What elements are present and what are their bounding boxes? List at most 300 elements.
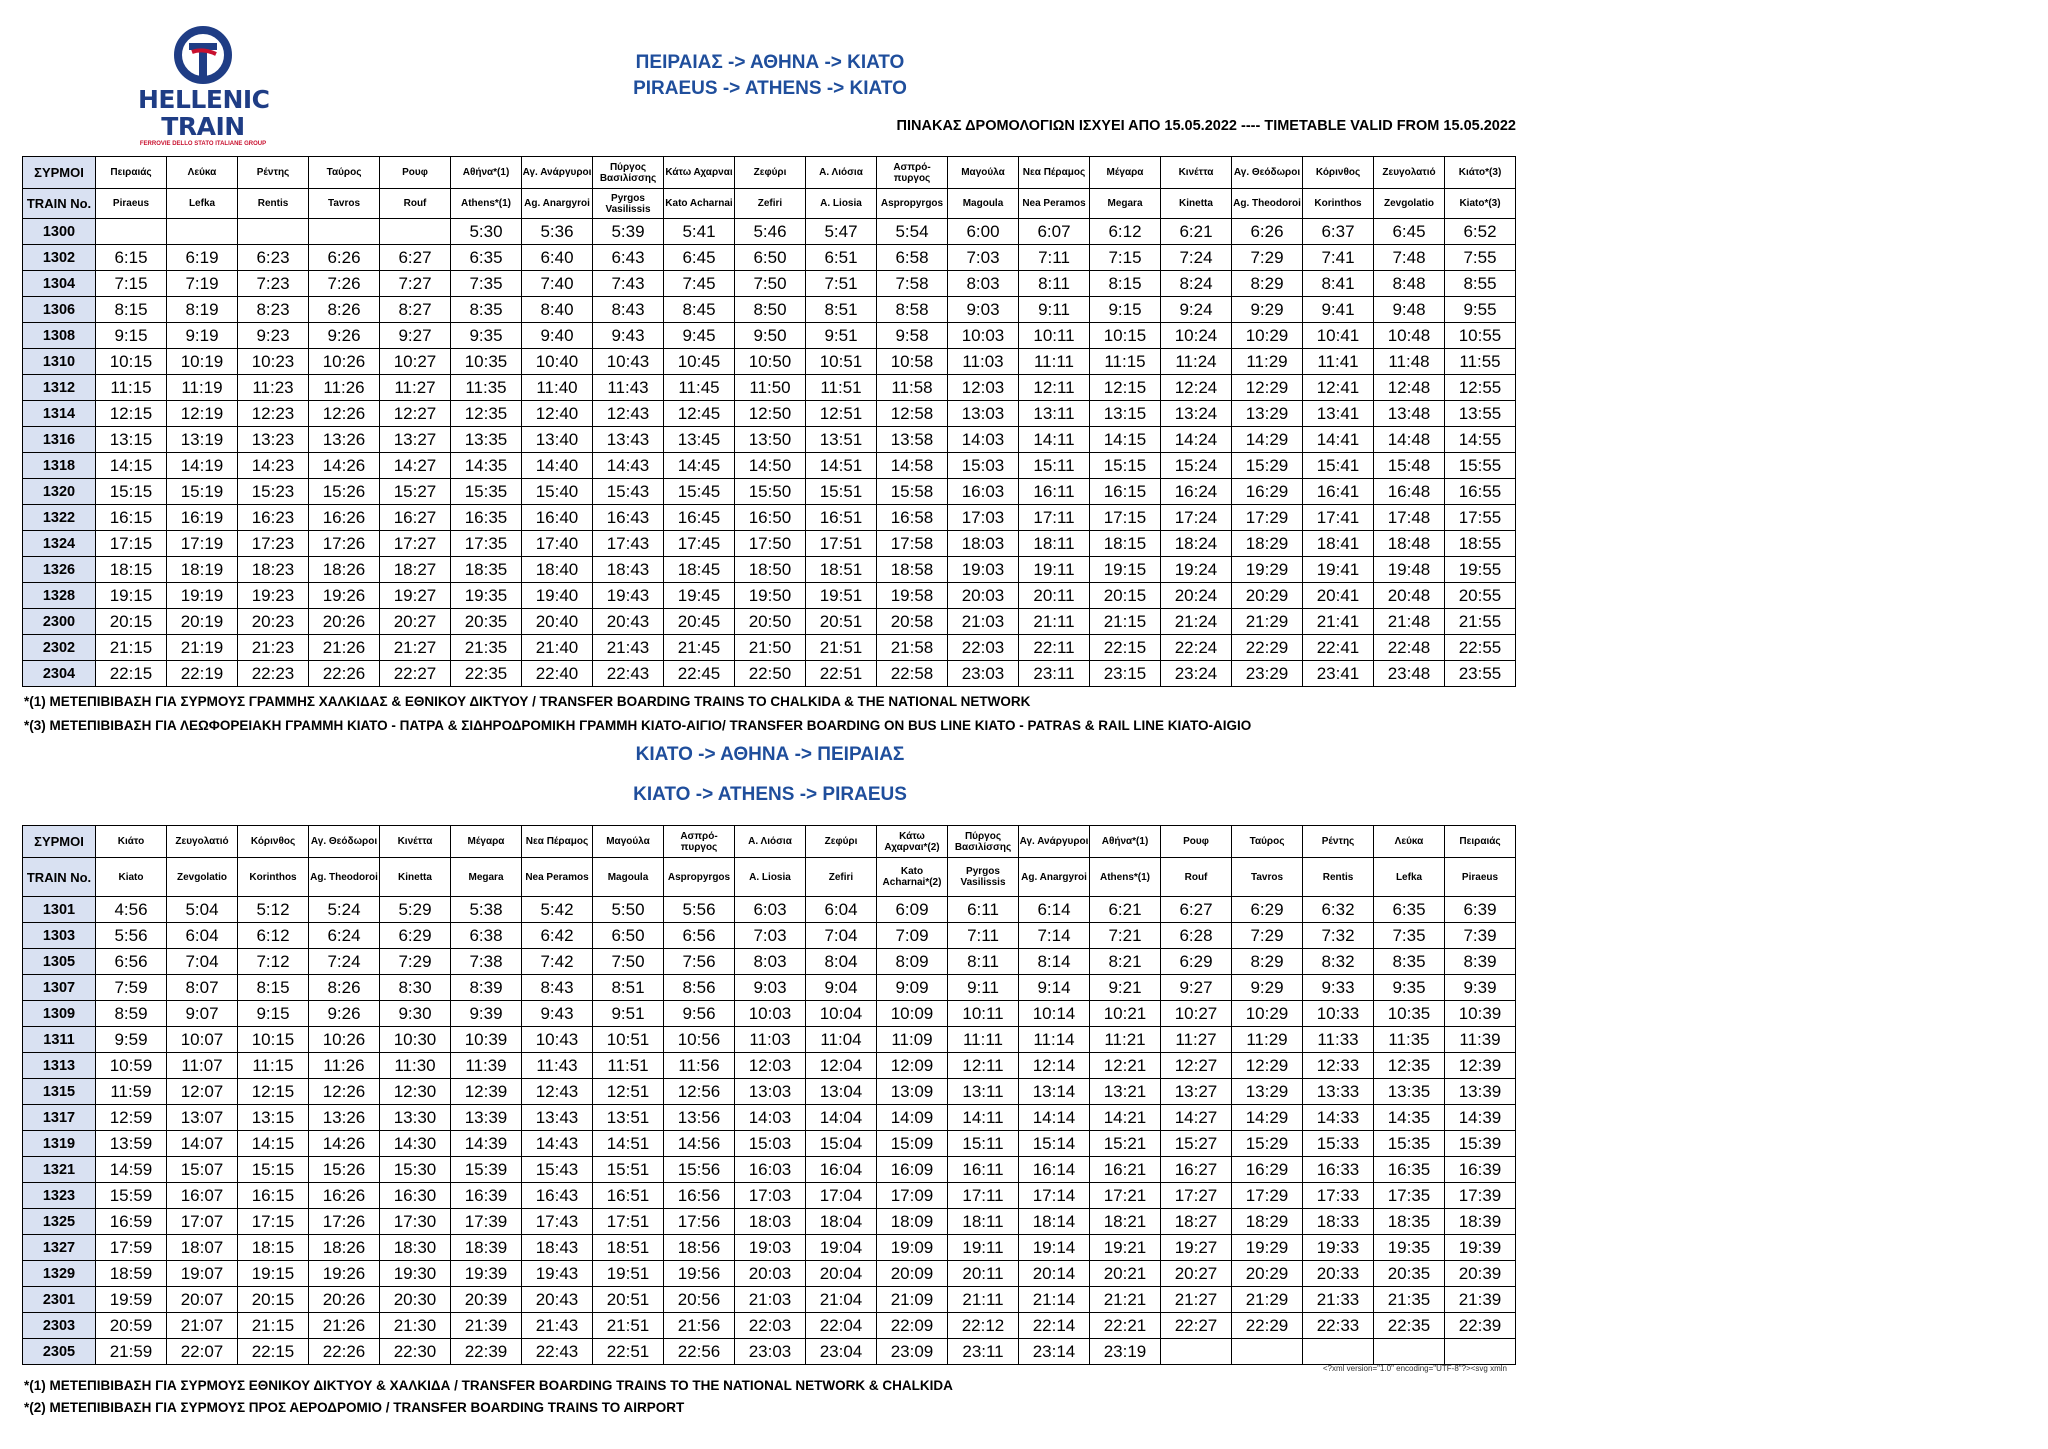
train-number-cell: 1329 [23, 1261, 96, 1287]
station-header-greek: Κινέττα [380, 826, 451, 858]
table-row [23, 453, 1516, 479]
time-cell: 16:24 [1161, 479, 1232, 505]
time-cell: 18:58 [877, 557, 948, 583]
time-cell: 17:41 [1303, 505, 1374, 531]
time-cell: 18:39 [451, 1235, 522, 1261]
time-cell: 18:29 [1232, 1209, 1303, 1235]
time-cell: 19:51 [593, 1261, 664, 1287]
time-cell: 23:04 [806, 1339, 877, 1365]
train-number-cell: 1305 [23, 949, 96, 975]
station-header-greek: Ζεφύρι [735, 157, 806, 189]
time-cell: 8:04 [806, 949, 877, 975]
time-cell: 15:27 [380, 479, 451, 505]
time-cell: 8:14 [1019, 949, 1090, 975]
time-cell: 16:55 [1445, 479, 1516, 505]
train-number-cell: 2300 [23, 609, 96, 635]
time-cell: 15:59 [96, 1183, 167, 1209]
time-cell: 9:24 [1161, 297, 1232, 323]
time-cell: 8:58 [877, 297, 948, 323]
time-cell: 23:03 [948, 661, 1019, 687]
time-cell [1232, 1339, 1303, 1365]
time-cell: 21:59 [96, 1339, 167, 1365]
time-cell: 19:26 [309, 1261, 380, 1287]
time-cell: 5:56 [664, 897, 735, 923]
time-cell: 8:11 [948, 949, 1019, 975]
table-row [23, 1313, 1516, 1339]
time-cell: 21:27 [380, 635, 451, 661]
time-cell: 5:39 [593, 219, 664, 245]
time-cell: 16:39 [451, 1183, 522, 1209]
time-cell: 6:40 [522, 245, 593, 271]
time-cell: 21:35 [1374, 1287, 1445, 1313]
time-cell: 18:59 [96, 1261, 167, 1287]
time-cell: 8:45 [664, 297, 735, 323]
time-cell: 22:27 [1161, 1313, 1232, 1339]
station-header-english: Korinthos [238, 858, 309, 897]
time-cell: 17:26 [309, 531, 380, 557]
time-cell: 9:48 [1374, 297, 1445, 323]
time-cell: 19:26 [309, 583, 380, 609]
table-row [23, 1157, 1516, 1183]
time-cell: 18:03 [948, 531, 1019, 557]
time-cell: 11:15 [96, 375, 167, 401]
logo-line-2: TRAIN [161, 112, 245, 141]
table-row [23, 1079, 1516, 1105]
train-number-cell: 1304 [23, 271, 96, 297]
time-cell: 12:23 [238, 401, 309, 427]
time-cell: 16:15 [96, 505, 167, 531]
time-cell: 14:27 [1161, 1105, 1232, 1131]
time-cell: 21:39 [451, 1313, 522, 1339]
table-row [23, 375, 1516, 401]
time-cell: 10:07 [167, 1027, 238, 1053]
time-cell: 14:27 [380, 453, 451, 479]
time-cell: 11:19 [167, 375, 238, 401]
time-cell: 16:11 [1019, 479, 1090, 505]
time-cell: 21:03 [948, 609, 1019, 635]
station-header-english: Tavros [309, 189, 380, 219]
time-cell: 11:07 [167, 1053, 238, 1079]
time-cell: 7:40 [522, 271, 593, 297]
time-cell: 10:55 [1445, 323, 1516, 349]
time-cell: 7:24 [309, 949, 380, 975]
time-cell: 23:15 [1090, 661, 1161, 687]
time-cell: 9:26 [309, 1001, 380, 1027]
time-cell: 5:38 [451, 897, 522, 923]
time-cell: 20:33 [1303, 1261, 1374, 1287]
time-cell: 17:15 [96, 531, 167, 557]
time-cell: 11:35 [451, 375, 522, 401]
time-cell: 10:04 [806, 1001, 877, 1027]
station-header-greek: Λεύκα [167, 157, 238, 189]
time-cell: 9:50 [735, 323, 806, 349]
table-row [23, 1339, 1516, 1365]
time-cell: 13:39 [451, 1105, 522, 1131]
time-cell: 12:11 [1019, 375, 1090, 401]
time-cell: 23:03 [735, 1339, 806, 1365]
time-cell: 16:58 [877, 505, 948, 531]
time-cell: 15:56 [664, 1157, 735, 1183]
time-cell: 8:51 [593, 975, 664, 1001]
station-header-greek: Μαγούλα [948, 157, 1019, 189]
time-cell: 10:58 [877, 349, 948, 375]
time-cell: 9:09 [877, 975, 948, 1001]
time-cell: 20:30 [380, 1287, 451, 1313]
time-cell: 14:19 [167, 453, 238, 479]
table-row [23, 531, 1516, 557]
time-cell [309, 219, 380, 245]
time-cell: 21:33 [1303, 1287, 1374, 1313]
time-cell: 5:47 [806, 219, 877, 245]
time-cell: 20:03 [735, 1261, 806, 1287]
train-number-cell: 1300 [23, 219, 96, 245]
time-cell: 21:03 [735, 1287, 806, 1313]
train-number-cell: 1313 [23, 1053, 96, 1079]
time-cell: 13:09 [877, 1079, 948, 1105]
time-cell: 21:39 [1445, 1287, 1516, 1313]
time-cell: 12:59 [96, 1105, 167, 1131]
time-cell: 23:11 [1019, 661, 1090, 687]
time-cell: 16:48 [1374, 479, 1445, 505]
time-cell: 18:48 [1374, 531, 1445, 557]
table-row [23, 897, 1516, 923]
time-cell: 18:26 [309, 1235, 380, 1261]
time-cell: 6:52 [1445, 219, 1516, 245]
time-cell: 6:35 [451, 245, 522, 271]
time-cell: 10:11 [948, 1001, 1019, 1027]
header-row-english [23, 189, 1516, 219]
time-cell: 10:15 [1090, 323, 1161, 349]
time-cell: 8:30 [380, 975, 451, 1001]
time-cell: 16:29 [1232, 1157, 1303, 1183]
time-cell: 17:43 [593, 531, 664, 557]
time-cell: 14:43 [522, 1131, 593, 1157]
time-cell: 15:11 [1019, 453, 1090, 479]
time-cell: 19:03 [948, 557, 1019, 583]
time-cell: 17:04 [806, 1183, 877, 1209]
time-cell: 14:29 [1232, 427, 1303, 453]
time-cell: 15:35 [451, 479, 522, 505]
train-number-cell: 1316 [23, 427, 96, 453]
time-cell: 22:55 [1445, 635, 1516, 661]
table-row [23, 923, 1516, 949]
station-header-greek: Κιάτο*(3) [1445, 157, 1516, 189]
time-cell: 20:50 [735, 609, 806, 635]
outbound-title-english: PIRAEUS -> ATHENS -> KIATO [633, 78, 907, 99]
time-cell: 13:59 [96, 1131, 167, 1157]
table-row [23, 1209, 1516, 1235]
time-cell: 14:24 [1161, 427, 1232, 453]
time-cell: 14:39 [451, 1131, 522, 1157]
time-cell: 11:14 [1019, 1027, 1090, 1053]
time-cell: 9:35 [1374, 975, 1445, 1001]
time-cell: 18:41 [1303, 531, 1374, 557]
time-cell: 6:37 [1303, 219, 1374, 245]
time-cell: 16:26 [309, 505, 380, 531]
station-header-english: Korinthos [1303, 189, 1374, 219]
time-cell: 21:23 [238, 635, 309, 661]
time-cell: 9:15 [96, 323, 167, 349]
train-no-column-header: TRAIN No. [23, 189, 96, 219]
time-cell: 16:03 [735, 1157, 806, 1183]
time-cell: 15:51 [593, 1157, 664, 1183]
time-cell: 18:23 [238, 557, 309, 583]
time-cell: 22:30 [380, 1339, 451, 1365]
time-cell: 18:43 [522, 1235, 593, 1261]
time-cell: 6:39 [1445, 897, 1516, 923]
train-number-cell: 1301 [23, 897, 96, 923]
time-cell: 6:21 [1090, 897, 1161, 923]
time-cell: 7:03 [735, 923, 806, 949]
time-cell: 5:36 [522, 219, 593, 245]
time-cell: 15:51 [806, 479, 877, 505]
time-cell: 21:04 [806, 1287, 877, 1313]
time-cell: 5:50 [593, 897, 664, 923]
time-cell: 14:26 [309, 453, 380, 479]
time-cell: 11:11 [948, 1027, 1019, 1053]
inbound-title-english: KIATO -> ATHENS -> PIRAEUS [633, 784, 907, 805]
train-no-column-header: TRAIN No. [23, 858, 96, 897]
time-cell: 21:24 [1161, 609, 1232, 635]
time-cell: 13:03 [735, 1079, 806, 1105]
time-cell: 16:51 [593, 1183, 664, 1209]
time-cell: 6:12 [1090, 219, 1161, 245]
time-cell: 7:19 [167, 271, 238, 297]
time-cell: 15:21 [1090, 1131, 1161, 1157]
time-cell: 7:11 [1019, 245, 1090, 271]
time-cell: 14:45 [664, 453, 735, 479]
time-cell: 18:51 [593, 1235, 664, 1261]
time-cell: 14:07 [167, 1131, 238, 1157]
time-cell: 21:43 [522, 1313, 593, 1339]
time-cell: 14:51 [593, 1131, 664, 1157]
time-cell: 11:43 [593, 375, 664, 401]
time-cell: 16:40 [522, 505, 593, 531]
time-cell: 8:23 [238, 297, 309, 323]
time-cell: 14:04 [806, 1105, 877, 1131]
time-cell: 10:43 [522, 1027, 593, 1053]
time-cell: 17:03 [735, 1183, 806, 1209]
time-cell: 17:51 [593, 1209, 664, 1235]
station-header-english: Tavros [1232, 858, 1303, 897]
time-cell: 14:26 [309, 1131, 380, 1157]
header-row-greek [23, 157, 1516, 189]
time-cell: 9:11 [948, 975, 1019, 1001]
time-cell: 9:11 [1019, 297, 1090, 323]
station-header-english: Rentis [1303, 858, 1374, 897]
time-cell: 10:29 [1232, 323, 1303, 349]
time-cell: 6:26 [309, 245, 380, 271]
station-header-greek: Νεα Πέραμος [1019, 157, 1090, 189]
time-cell: 7:29 [1232, 923, 1303, 949]
time-cell: 14:29 [1232, 1105, 1303, 1131]
time-cell: 22:03 [735, 1313, 806, 1339]
time-cell: 6:21 [1161, 219, 1232, 245]
time-cell: 20:51 [593, 1287, 664, 1313]
time-cell: 14:48 [1374, 427, 1445, 453]
inbound-title-greek: ΚΙΑΤΟ -> ΑΘΗΝΑ -> ΠΕΙΡΑΙΑΣ [635, 744, 905, 765]
time-cell: 22:43 [593, 661, 664, 687]
time-cell: 6:50 [593, 923, 664, 949]
time-cell: 17:59 [96, 1235, 167, 1261]
outbound-note-1: *(1) ΜΕΤΕΠΙΒΙΒΑΣΗ ΓΙΑ ΣΥΡΜΟΥΣ ΓΡΑΜΜΗΣ ΧΑΛΚΙΔΑΣ & ΕΘΝΙΚΟΥ ΔΙΚΤΥΟΥ / TRANSFER BOARDING TRAINS TO CHALKIDA & THE NATIONAL NETWORK [24, 694, 1031, 709]
time-cell: 22:56 [664, 1339, 735, 1365]
outbound-title-greek: ΠΕΙΡΑΙΑΣ -> ΑΘΗΝΑ -> ΚΙΑΤΟ [635, 52, 905, 73]
time-cell: 19:35 [451, 583, 522, 609]
table-row [23, 949, 1516, 975]
time-cell: 17:07 [167, 1209, 238, 1235]
time-cell: 8:15 [1090, 271, 1161, 297]
station-header-english: Pyrgos Vasilissis [593, 189, 664, 219]
time-cell: 6:56 [664, 923, 735, 949]
time-cell: 15:45 [664, 479, 735, 505]
time-cell: 13:30 [380, 1105, 451, 1131]
station-header-greek: Ταύρος [309, 157, 380, 189]
time-cell: 11:35 [1374, 1027, 1445, 1053]
time-cell: 6:42 [522, 923, 593, 949]
time-cell: 16:04 [806, 1157, 877, 1183]
time-cell: 9:55 [1445, 297, 1516, 323]
xml-fragment-text: <?xml version="1.0" encoding="UTF-8"?><svg xmln [1322, 1364, 1507, 1373]
time-cell: 9:39 [451, 1001, 522, 1027]
time-cell: 21:35 [451, 635, 522, 661]
time-cell: 18:14 [1019, 1209, 1090, 1235]
time-cell: 19:27 [380, 583, 451, 609]
time-cell: 17:11 [1019, 505, 1090, 531]
station-header-english: Lefka [1374, 858, 1445, 897]
station-header-english: Magoula [948, 189, 1019, 219]
time-cell: 21:58 [877, 635, 948, 661]
time-cell: 12:21 [1090, 1053, 1161, 1079]
time-cell: 15:43 [522, 1157, 593, 1183]
time-cell: 9:19 [167, 323, 238, 349]
table-row [23, 583, 1516, 609]
time-cell: 14:15 [1090, 427, 1161, 453]
time-cell: 12:11 [948, 1053, 1019, 1079]
time-cell: 7:42 [522, 949, 593, 975]
time-cell: 17:35 [1374, 1183, 1445, 1209]
time-cell: 18:21 [1090, 1209, 1161, 1235]
time-cell: 12:39 [1445, 1053, 1516, 1079]
station-header-greek: Νεα Πέραμος [522, 826, 593, 858]
time-cell: 5:42 [522, 897, 593, 923]
time-cell: 19:40 [522, 583, 593, 609]
time-cell: 20:09 [877, 1261, 948, 1287]
time-cell: 11:39 [451, 1053, 522, 1079]
station-header-greek: Μαγούλα [593, 826, 664, 858]
time-cell: 21:50 [735, 635, 806, 661]
time-cell: 16:35 [1374, 1157, 1445, 1183]
time-cell [167, 219, 238, 245]
time-cell: 19:55 [1445, 557, 1516, 583]
time-cell: 20:15 [238, 1287, 309, 1313]
train-number-cell: 1311 [23, 1027, 96, 1053]
time-cell: 12:15 [238, 1079, 309, 1105]
time-cell: 23:48 [1374, 661, 1445, 687]
time-cell: 14:30 [380, 1131, 451, 1157]
time-cell: 19:43 [593, 583, 664, 609]
time-cell: 12:35 [1374, 1053, 1445, 1079]
time-cell: 18:15 [1090, 531, 1161, 557]
time-cell: 10:23 [238, 349, 309, 375]
time-cell: 15:04 [806, 1131, 877, 1157]
time-cell: 20:15 [96, 609, 167, 635]
time-cell: 6:35 [1374, 897, 1445, 923]
time-cell: 17:45 [664, 531, 735, 557]
time-cell: 17:14 [1019, 1183, 1090, 1209]
time-cell: 17:43 [522, 1209, 593, 1235]
time-cell: 5:41 [664, 219, 735, 245]
time-cell: 15:29 [1232, 453, 1303, 479]
time-cell: 10:39 [451, 1027, 522, 1053]
time-cell: 15:03 [735, 1131, 806, 1157]
time-cell: 23:14 [1019, 1339, 1090, 1365]
time-cell: 20:45 [664, 609, 735, 635]
time-cell: 12:41 [1303, 375, 1374, 401]
time-cell: 6:27 [380, 245, 451, 271]
time-cell: 13:24 [1161, 401, 1232, 427]
time-cell: 13:11 [1019, 401, 1090, 427]
time-cell: 14:43 [593, 453, 664, 479]
time-cell: 11:39 [1445, 1027, 1516, 1053]
time-cell: 7:43 [593, 271, 664, 297]
time-cell: 11:48 [1374, 349, 1445, 375]
time-cell: 12:24 [1161, 375, 1232, 401]
time-cell: 20:11 [948, 1261, 1019, 1287]
time-cell: 16:50 [735, 505, 806, 531]
time-cell: 6:14 [1019, 897, 1090, 923]
time-cell: 9:41 [1303, 297, 1374, 323]
time-cell: 13:11 [948, 1079, 1019, 1105]
time-cell: 21:51 [593, 1313, 664, 1339]
time-cell: 22:50 [735, 661, 806, 687]
time-cell: 11:29 [1232, 349, 1303, 375]
time-cell: 10:39 [1445, 1001, 1516, 1027]
train-number-cell: 1319 [23, 1131, 96, 1157]
time-cell: 15:19 [167, 479, 238, 505]
time-cell: 6:23 [238, 245, 309, 271]
time-cell: 13:07 [167, 1105, 238, 1131]
time-cell: 14:59 [96, 1157, 167, 1183]
time-cell: 21:09 [877, 1287, 948, 1313]
time-cell: 22:21 [1090, 1313, 1161, 1339]
time-cell: 17:09 [877, 1183, 948, 1209]
station-header-english: Zefiri [735, 189, 806, 219]
time-cell: 13:43 [593, 427, 664, 453]
time-cell: 20:15 [1090, 583, 1161, 609]
time-cell: 13:14 [1019, 1079, 1090, 1105]
time-cell: 17:03 [948, 505, 1019, 531]
time-cell: 10:21 [1090, 1001, 1161, 1027]
station-header-greek: Κάτω Αχαρναι*(2) [877, 826, 948, 858]
time-cell: 23:55 [1445, 661, 1516, 687]
time-cell: 7:27 [380, 271, 451, 297]
time-cell: 19:33 [1303, 1235, 1374, 1261]
time-cell: 22:24 [1161, 635, 1232, 661]
time-cell: 14:58 [877, 453, 948, 479]
time-cell: 11:27 [380, 375, 451, 401]
station-header-greek: Ρουφ [380, 157, 451, 189]
time-cell: 7:21 [1090, 923, 1161, 949]
time-cell: 17:29 [1232, 505, 1303, 531]
time-cell: 12:04 [806, 1053, 877, 1079]
time-cell: 8:32 [1303, 949, 1374, 975]
time-cell: 15:39 [451, 1157, 522, 1183]
time-cell: 15:55 [1445, 453, 1516, 479]
time-cell: 4:56 [96, 897, 167, 923]
time-cell: 16:26 [309, 1183, 380, 1209]
time-cell: 12:29 [1232, 375, 1303, 401]
